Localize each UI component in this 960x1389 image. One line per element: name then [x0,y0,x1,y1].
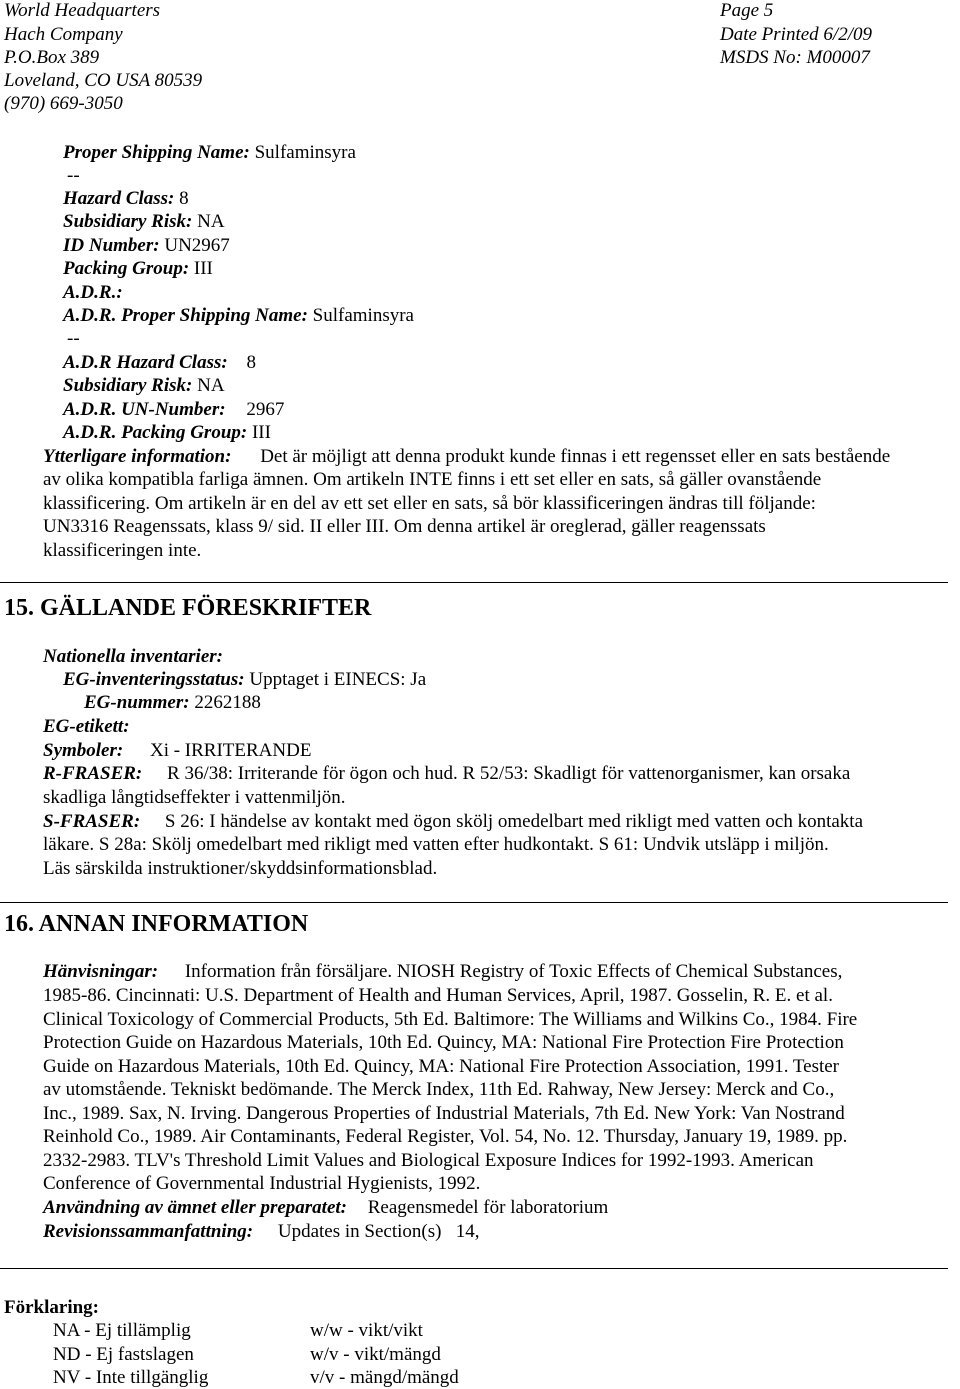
revision-label: Revisionssammanfattning: [43,1221,254,1242]
adr-un-value: 2967 [246,399,285,420]
eg-number-value: 2262188 [194,692,261,713]
dash-line: -- [67,165,80,186]
msds-number: MSDS No: M00007 [720,47,870,68]
section-divider [0,902,948,903]
section-divider [0,1268,948,1269]
legend-item-wv: w/v - vikt/mängd [310,1344,441,1365]
symbols [43,740,311,762]
references-line-8: Reinhold Co., 1989. Air Contaminants, Federal Register, Vol. 54, No. 12. Thursday, January 19, 1989. pp. [43,1126,848,1147]
s-phrases-line-1 [43,811,863,833]
r-phrases-line-2: skadliga långtidseffekter i vattenmiljön. [43,787,346,808]
symbols-label: Symboler: [43,740,124,761]
section-divider [0,582,948,583]
usage-label: Användning av ämnet eller preparatet: [43,1197,347,1218]
s-phrases-label: S-FRASER: [43,811,141,832]
legend-item-nv: NV - Inte tillgänglig [53,1367,209,1388]
extra-info-line-2: av olika kompatibla farliga ämnen. Om artikeln INTE finns i ett set eller en sats, så gäller ovanstående [43,469,822,490]
adr-heading: A.D.R.: [63,282,123,303]
adr-un-number [63,399,284,421]
s-phrases-line-2: läkare. S 28a: Skölj omedelbart med rikligt med vatten efter hudkontakt. S 61: Undvik utsläpp i miljön. [43,834,829,855]
usage-value: Reagensmedel för laboratorium [367,1197,609,1218]
page-number: Page 5 [720,0,774,21]
adr-un-label: A.D.R. UN-Number: [63,399,226,420]
symbols-value: Xi - IRRITERANDE [149,740,312,761]
legend-item-na: NA - Ej tillämplig [53,1320,191,1341]
section-15-title: 15. GÄLLANDE FÖRESKRIFTER [4,595,372,621]
eg-status-label: EG-inventeringsstatus: [63,669,245,690]
hazard-class-value: 8 [179,188,189,209]
adr-subsidiary-risk [63,375,225,397]
references-line-4: Protection Guide on Hazardous Materials, 10th Ed. Quincy, MA: National Fire Protection Fire Protection [43,1032,844,1053]
r-phrases-label: R-FRASER: [43,763,143,784]
proper-shipping-name [63,142,356,164]
references-line-7: Inc., 1989. Sax, N. Irving. Dangerous Properties of Industrial Materials, 7th Ed. New York: Van Nostrand [43,1103,845,1124]
r-phrases-line-1 [43,763,850,785]
extra-info-text: Det är möjligt att denna produkt kunde finnas i ett regensset eller en sats bestående [260,446,891,467]
subsidiary-risk-label: Subsidiary Risk: [63,211,193,232]
company-name: World Headquarters [4,0,161,21]
adr-psn-label: A.D.R. Proper Shipping Name: [63,305,308,326]
hazard-class-label: Hazard Class: [63,188,175,209]
adr-packing-group [63,422,271,444]
company-pobox: P.O.Box 389 [4,47,100,68]
legend-item-vv: v/v - mängd/mängd [310,1367,459,1388]
subsidiary-risk-value: NA [197,211,225,232]
company-phone: (970) 669-3050 [4,93,123,114]
national-inventories-label: Nationella inventarier: [43,646,223,667]
adr-dash-line: -- [67,328,80,349]
adr-hazard-class-label: A.D.R Hazard Class: [63,352,228,373]
extra-info-line-4: UN3316 Reagenssats, klass 9/ sid. II eller III. Om denna artikel är oreglerad, gäller reagenssats [43,516,766,537]
adr-packing-label: A.D.R. Packing Group: [63,422,248,443]
eg-label-heading: EG-etikett: [43,716,130,737]
packing-group [63,258,213,280]
extra-info-label: Ytterligare information: [43,446,232,467]
date-printed: Date Printed 6/2/09 [720,24,872,45]
references-line-10: Conference of Governmental Industrial Hygienists, 1992. [43,1173,481,1194]
references-line-2: 1985-86. Cincinnati: U.S. Department of Health and Human Services, April, 1987. Gosselin, R. E. et al. [43,985,833,1006]
adr-packing-value: III [251,422,271,443]
revision-value: Updates in Section(s) 14, [277,1221,480,1242]
section-16-title: 16. ANNAN INFORMATION [4,911,309,937]
id-number [63,235,230,257]
company-city: Loveland, CO USA 80539 [4,70,203,91]
references-line-9: 2332-2983. TLV's Threshold Limit Values and Biological Exposure Indices for 1992-1993. American [43,1150,814,1171]
psn-value: Sulfaminsyra [254,142,356,163]
r-phrases-text: R 36/38: Irriterande för ögon och hud. R 52/53: Skadligt för vattenorganismer, kan orsaka [167,763,851,784]
references-label: Hänvisningar: [43,961,159,982]
usage [43,1197,608,1219]
references-line-6: av utomstående. Tekniskt bedömande. The Merck Index, 11th Ed. Rahway, New Jersey: Merck and Co., [43,1079,835,1100]
references-line-1 [43,961,842,983]
revision-summary [43,1221,479,1243]
adr-subsidiary-risk-value: NA [197,375,225,396]
eg-number [84,692,261,714]
packing-group-label: Packing Group: [63,258,190,279]
adr-hazard-class [63,352,256,374]
hazard-class [63,188,189,210]
adr-proper-shipping-name [63,305,414,327]
id-number-value: UN2967 [164,235,230,256]
eg-number-label: EG-nummer: [84,692,190,713]
references-line-3: Clinical Toxicology of Commercial Products, 5th Ed. Baltimore: The Williams and Wilkins Co., 1984. Fire [43,1009,858,1030]
extra-info-line-1 [43,446,890,468]
legend-title: Förklaring: [4,1297,99,1318]
id-number-label: ID Number: [63,235,160,256]
subsidiary-risk [63,211,225,233]
s-phrases-line-3: Läs särskilda instruktioner/skyddsinformationsblad. [43,858,438,879]
adr-psn-value: Sulfaminsyra [312,305,414,326]
s-phrases-text: S 26: I händelse av kontakt med ögon skölj omedelbart med rikligt med vatten och kontakta [164,811,863,832]
eg-inventory-status [63,669,426,691]
company-name-2: Hach Company [4,24,123,45]
references-line-5: Guide on Hazardous Materials, 10th Ed. Quincy, MA: National Fire Protection Association, 1991. Tester [43,1056,839,1077]
extra-info-line-5: klassificeringen inte. [43,540,202,561]
packing-group-value: III [193,258,213,279]
references-text: Information från försäljare. NIOSH Registry of Toxic Effects of Chemical Substances, [184,961,843,982]
adr-subsidiary-risk-label: Subsidiary Risk: [63,375,193,396]
legend-item-nd: ND - Ej fastslagen [53,1344,194,1365]
psn-label: Proper Shipping Name: [63,142,250,163]
legend-item-ww: w/w - vikt/vikt [310,1320,423,1341]
eg-status-value: Upptaget i EINECS: Ja [249,669,427,690]
extra-info-line-3: klassificering. Om artikeln är en del av ett set eller en sats, så bör klassificeringen ändras till följande: [43,493,816,514]
adr-hazard-class-value: 8 [246,352,256,373]
